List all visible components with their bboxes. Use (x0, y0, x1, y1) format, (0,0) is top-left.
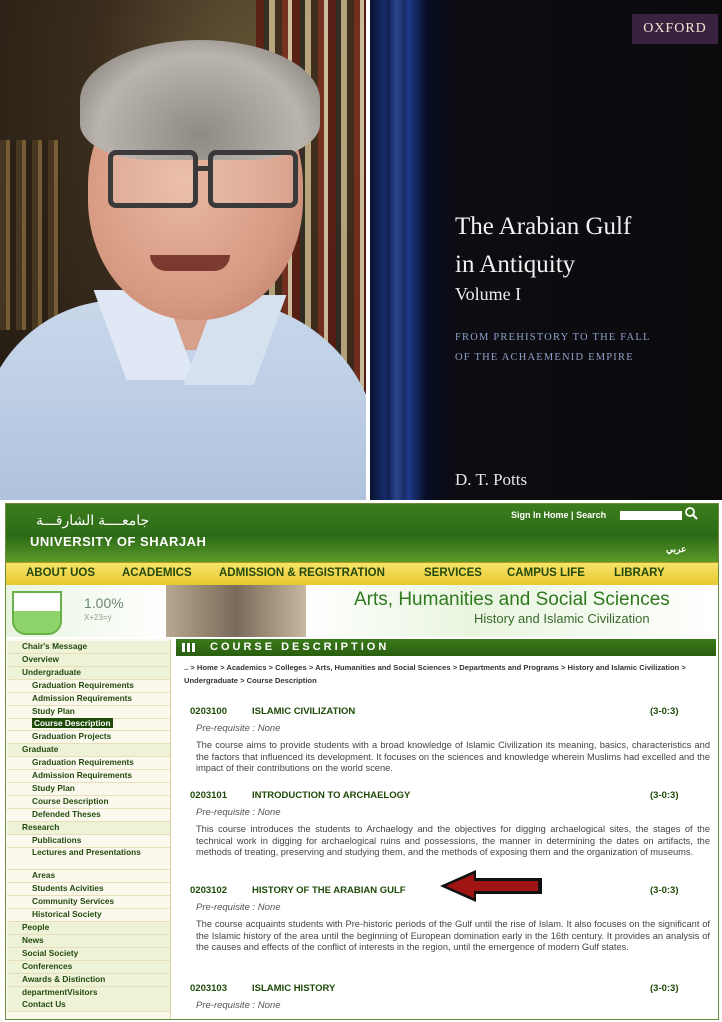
course-credits: (3-0:3) (650, 706, 679, 717)
breadcrumb[interactable]: .. > Home > Academics > Colleges > Arts, Humanities and Social Sciences > Departments and Programs > History and Islamic Civilization > Undergraduate > Course Description (184, 663, 686, 685)
bookshelf-left (0, 140, 60, 330)
sidebar-item-label: Undergraduate (22, 666, 82, 677)
home-link[interactable]: Home (543, 510, 569, 520)
sidebar-item-label: departmentVisitors (22, 986, 98, 997)
search-input[interactable] (620, 511, 682, 520)
nav-services[interactable]: SERVICES (424, 567, 482, 579)
nav-campus-life[interactable]: CAMPUS LIFE (507, 567, 585, 579)
students-photo (166, 585, 306, 637)
book-title-line2: in Antiquity (455, 251, 576, 278)
sidebar-item-label: Students Acivities (32, 883, 104, 894)
course-prereq: Pre-requisite : None (196, 902, 281, 913)
search-icon[interactable] (684, 506, 698, 520)
sidebar-item[interactable] (7, 641, 170, 654)
section-icon (182, 643, 196, 652)
sidebar-item[interactable] (7, 744, 170, 757)
site-header (6, 504, 718, 562)
college-name: Arts, Humanities and Social Sciences (354, 589, 670, 610)
course-prereq: Pre-requisite : None (196, 807, 281, 818)
sidebar-item[interactable] (7, 909, 170, 922)
sidebar-item[interactable] (7, 654, 170, 667)
sidebar-item-label: Overview (22, 653, 59, 664)
course-code: 0203100 (190, 706, 227, 717)
top-images (0, 0, 722, 500)
sidebar-item-label: News (22, 934, 44, 945)
sidebar-item[interactable] (7, 680, 170, 693)
sidebar-item[interactable] (7, 870, 170, 883)
sidebar-item[interactable] (7, 783, 170, 796)
nav-admission[interactable]: ADMISSION & REGISTRATION (219, 567, 385, 579)
sidebar-item-label: Admission Requirements (32, 692, 133, 703)
course-credits: (3-0:3) (650, 885, 679, 896)
nav-academics[interactable]: ACADEMICS (122, 567, 192, 579)
book-volume: Volume I (455, 284, 522, 304)
section-header (176, 639, 716, 656)
sidebar-item-label: Contact Us (22, 999, 66, 1010)
sidebar-item-label: Community Services (32, 896, 115, 907)
nav-about[interactable]: ABOUT UOS (26, 567, 95, 579)
course-code: 0203102 (190, 885, 227, 896)
banner-formula: X+23=y (84, 613, 112, 622)
main-nav (6, 562, 718, 587)
nav-library[interactable]: LIBRARY (614, 567, 665, 579)
separator: | (571, 510, 574, 520)
sidebar-item-label: Social Society (22, 947, 79, 958)
book-subtitle (455, 328, 651, 368)
sidebar-item-label: Research (22, 821, 60, 832)
sidebar-item[interactable] (7, 999, 170, 1012)
book-title-line1: The Arabian Gulf (455, 213, 632, 240)
sidebar-item-label: Graduation Requirements (32, 679, 134, 690)
course-code: 0203101 (190, 790, 227, 801)
book-cover (370, 0, 722, 500)
sidebar-item[interactable] (7, 718, 170, 731)
course-name[interactable]: ISLAMIC CIVILIZATION (252, 706, 356, 717)
course-prereq: Pre-requisite : None (196, 1000, 281, 1011)
book-subtitle-line2: OF THE ACHAEMENID EMPIRE (455, 352, 634, 363)
sidebar-item[interactable] (7, 770, 170, 783)
sidebar-item-label: Study Plan (32, 782, 75, 793)
sidebar-item[interactable] (7, 822, 170, 835)
hair (80, 40, 320, 160)
sidebar-item-label: Graduation Requirements (32, 757, 134, 768)
sidebar-item[interactable] (7, 667, 170, 680)
sidebar-item-label: Chair's Message (22, 641, 88, 651)
flask-icon (12, 591, 62, 635)
course-name[interactable]: INTRODUCTION TO ARCHAELOGY (252, 790, 411, 801)
book-subtitle-line1: FROM PREHISTORY TO THE FALL (455, 332, 651, 343)
course-description: This course introduces the students to Archaelogy and the objectives for digging archaelogical sites, the stages of the technical work in digging for archaelogical ruins and possessions, the manner in determining the dates on artifacts, the methods of treating, preserving and studying them, and the methods of exposing them and the organization of museums. (196, 824, 710, 858)
sidebar-item[interactable] (7, 883, 170, 896)
sidebar-item-label: Admission Requirements (32, 770, 133, 780)
search-label: Search (576, 510, 607, 520)
sidebar (7, 639, 171, 1019)
department-name: History and Islamic Civilization (474, 611, 650, 626)
red-arrow-icon (438, 868, 546, 904)
banner-percent: 1.00% (84, 595, 124, 611)
sidebar-item[interactable] (7, 948, 170, 961)
course-credits: (3-0:3) (650, 983, 679, 994)
sidebar-item-label: Awards & Distinction (22, 973, 106, 984)
sidebar-item[interactable] (7, 847, 170, 870)
sidebar-item[interactable] (7, 796, 170, 809)
sidebar-item[interactable] (7, 974, 170, 987)
sidebar-item-label: Graduate (22, 744, 59, 755)
course-code: 0203103 (190, 983, 227, 994)
sidebar-item[interactable] (7, 922, 170, 935)
sidebar-item[interactable] (7, 757, 170, 770)
sidebar-item[interactable] (7, 935, 170, 948)
university-page (5, 503, 719, 1020)
sidebar-item-label: Study Plan (32, 705, 75, 716)
sidebar-item[interactable] (7, 987, 170, 1000)
sidebar-item[interactable] (7, 835, 170, 848)
sign-in-link[interactable]: Sign In (511, 510, 541, 520)
course-name[interactable]: ISLAMIC HISTORY (252, 983, 336, 994)
sidebar-item-label: Course Description (34, 718, 111, 729)
course-description: The course aims to provide students with a broad knowledge of Islamic Civilization its meaning, basics, characteristics and the factors that influenced its development. It focuses on the sciences and knowledge wherein Muslims had excelled and the impact of their contributions on the world scene. (196, 740, 710, 774)
sidebar-item-label: People (22, 922, 50, 932)
sidebar-item-label: Publications (32, 834, 82, 845)
sidebar-item-label: Course Description (32, 795, 109, 806)
author-photo (0, 0, 366, 500)
sidebar-item[interactable] (7, 706, 170, 719)
cover-curtain (390, 0, 404, 500)
sidebar-item-label: Conferences (22, 960, 73, 971)
sidebar-item-label: Historical Society (32, 909, 102, 920)
book-author: D. T. Potts (455, 470, 528, 489)
section-title: COURSE DESCRIPTION (210, 641, 390, 653)
sidebar-item[interactable] (7, 809, 170, 822)
sidebar-item[interactable] (7, 731, 170, 744)
sidebar-item-label: Lectures and Presentations (32, 847, 141, 858)
course-name[interactable]: HISTORY OF THE ARABIAN GULF (252, 885, 406, 896)
book-title (455, 208, 631, 284)
main-content (176, 639, 716, 1019)
glasses-icon (108, 150, 298, 210)
course-credits: (3-0:3) (650, 790, 679, 801)
sidebar-item[interactable] (7, 961, 170, 974)
sidebar-item-label: Areas (32, 870, 56, 881)
arabic-university-name: جامعــــة الشارقـــة (36, 512, 150, 528)
course-prereq: Pre-requisite : None (196, 723, 281, 734)
university-logo-text[interactable]: UNIVERSITY OF SHARJAH (30, 534, 207, 549)
publisher-logo: OXFORD (632, 14, 718, 44)
course-description: The course acquaints students with Pre-historic periods of the Gulf until the rise of Islam. It also focuses on the significant of the Islamic history of the area until the beginning of European domination early in the 16th century. It provides an analysis of the causes and effects of the conflict of interests in the region, until the emergence of modern Gulf states. (196, 919, 710, 953)
mouth (150, 255, 230, 271)
sidebar-item[interactable] (7, 693, 170, 706)
header-links (511, 510, 606, 520)
sidebar-item-label: Graduation Projects (32, 731, 112, 742)
sidebar-item[interactable] (7, 896, 170, 909)
sidebar-item-label: Defended Theses (32, 808, 101, 819)
college-banner (6, 585, 718, 637)
arabic-language-link[interactable]: عربي (666, 544, 687, 554)
